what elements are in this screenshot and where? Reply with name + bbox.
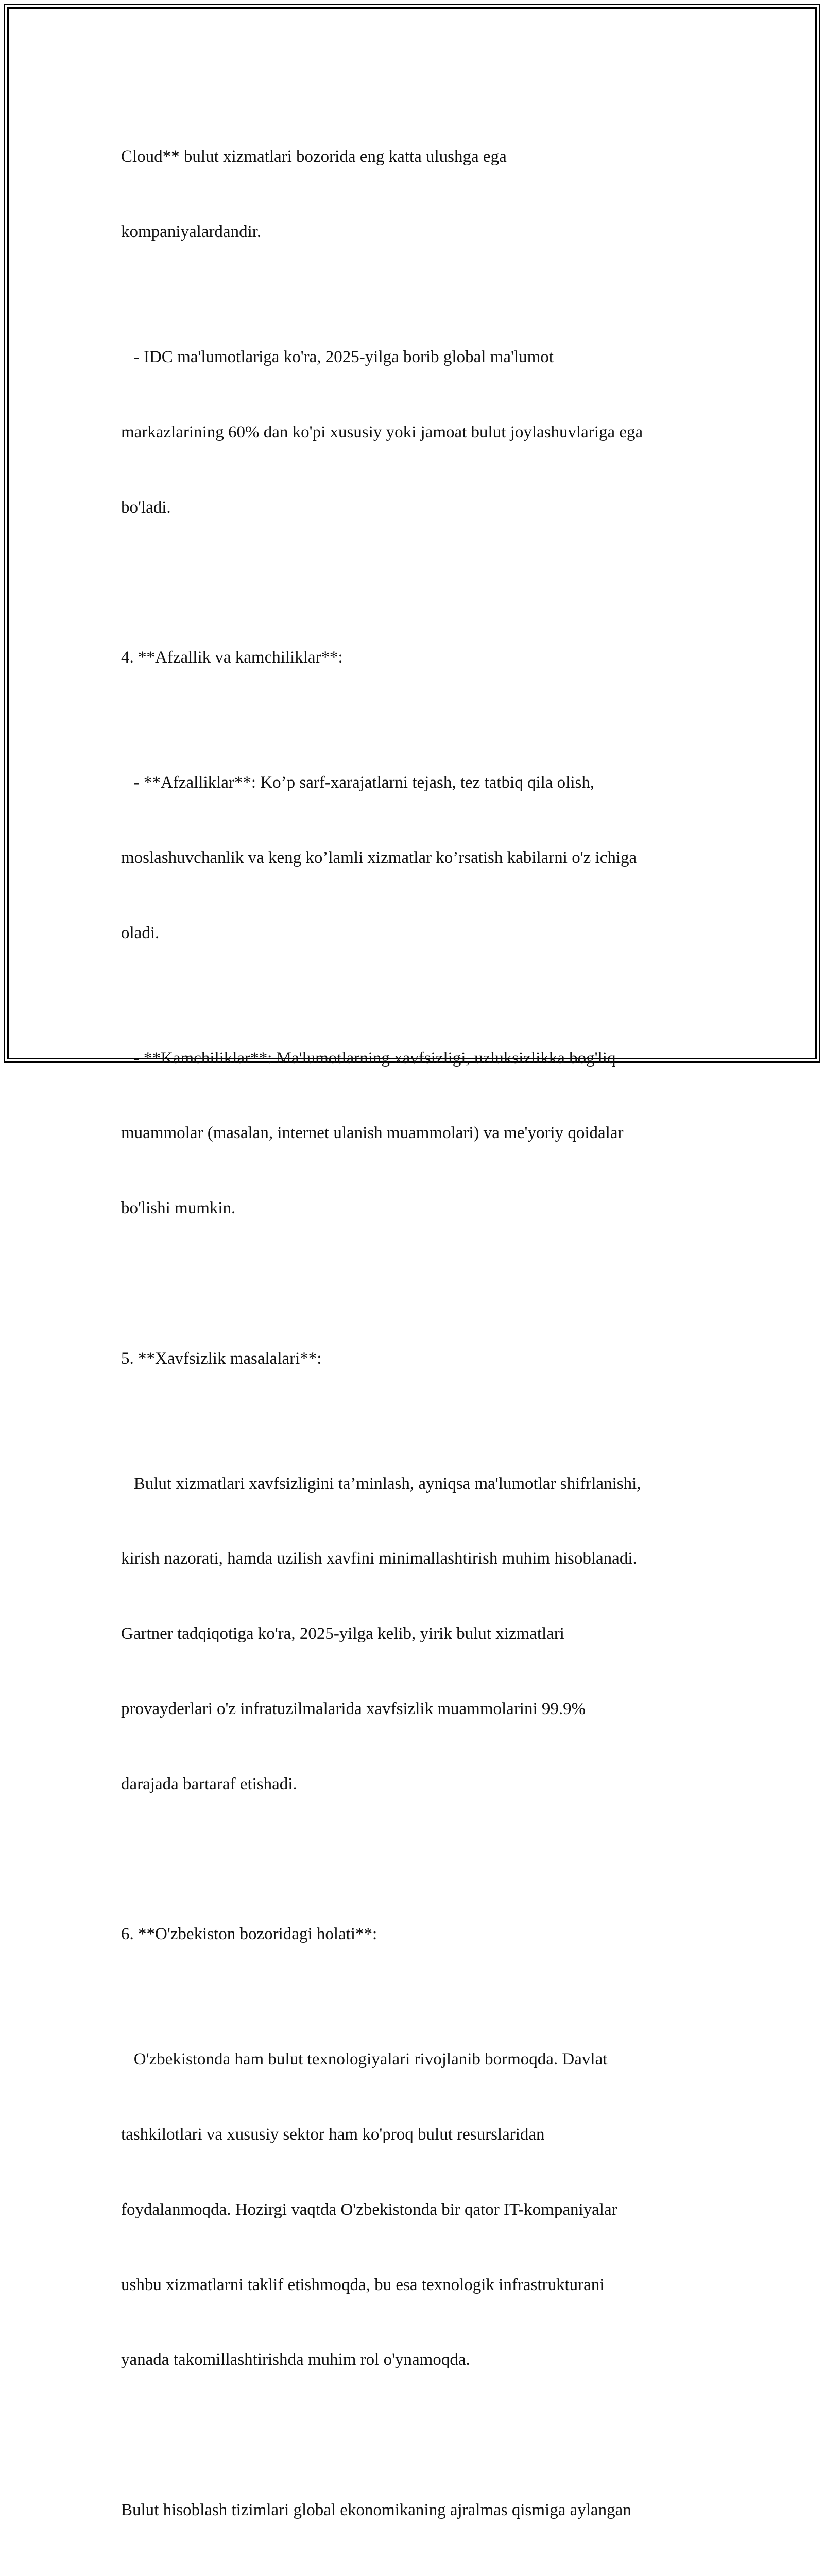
text-line: Gartner tadqiqotiga ko'ra, 2025-yilga kelib, yirik bulut xizmatlari — [121, 1624, 564, 1643]
paragraph-uzbekistan-market — [121, 1997, 718, 2422]
text-line: moslashuvchanlik va keng ko’lamli xizmatlar ko’rsatish kabilarni o'z ichiga — [121, 848, 637, 867]
text-line: kirish nazorati, hamda uzilish xavfini minimallashtirish muhim hisoblanadi. — [121, 1549, 637, 1568]
paragraph-conclusion — [121, 2448, 718, 2576]
text-line: darajada bartaraf etishadi. — [121, 1774, 297, 1793]
text-line: 6. **O'zbekiston bozoridagi holati**: — [121, 1925, 377, 1944]
text-line: - IDC ma'lumotlariga ko'ra, 2025-yilga borib global ma'lumot — [121, 347, 554, 366]
paragraph-security — [121, 1421, 718, 1846]
text-line: muammolar (masalan, internet ulanish muammolari) va me'yoriy qoidalar — [121, 1124, 624, 1143]
section-4-heading — [121, 595, 718, 720]
text-line: bo'lishi mumkin. — [121, 1199, 236, 1218]
text-line: kompaniyalardandir. — [121, 222, 262, 241]
text-line: Cloud** bulut xizmatlari bozorida eng katta ulushga ega — [121, 147, 507, 166]
text-line: - **Afzalliklar**: Ko’p sarf-xarajatlarni tejash, tez tatbiq qila olish, — [121, 773, 595, 792]
text-line — [121, 2573, 718, 2576]
text-line: foydalanmoqda. Hozirgi vaqtda O'zbekistonda bir qator IT-kompaniyalar — [121, 2200, 617, 2219]
section-5-heading — [121, 1296, 718, 1421]
blank-line — [121, 1271, 718, 1296]
text-line: Bulut hisoblash tizimlari global ekonomikaning ajralmas qismiga aylangan — [121, 2501, 631, 2519]
text-line: yanada takomillashtirishda muhim rol o'ynamoqda. — [121, 2350, 470, 2369]
text-line: O'zbekistonda ham bulut texnologiyalari rivojlanib bormoqda. Davlat — [121, 2050, 608, 2069]
text-line: oladi. — [121, 923, 160, 942]
text-line: tashkilotlari va xususiy sektor ham ko'proq bulut resurslaridan — [121, 2125, 545, 2144]
text-line: - **Kamchiliklar**: Ma'lumotlarning xavfsizligi, uzluksizlikka bog'liq — [121, 1048, 616, 1067]
paragraph-disadvantages — [121, 995, 718, 1271]
text-line: bo'ladi. — [121, 498, 171, 517]
section-6-heading — [121, 1872, 718, 1997]
paragraph-idc-stat — [121, 295, 718, 570]
blank-line — [121, 570, 718, 595]
text-line: markazlarining 60% dan ko'pi xususiy yoki jamoat bulut joylashuvlariga ega — [121, 422, 643, 442]
text-line: Bulut xizmatlari xavfsizligini ta’minlash, ayniqsa ma'lumotlar shifrlanishi, — [121, 1474, 641, 1493]
text-line: ushbu xizmatlarni taklif etishmoqda, bu esa texnologik infrastrukturani — [121, 2275, 605, 2294]
text-line: 5. **Xavfsizlik masalalari**: — [121, 1349, 322, 1368]
text-line: provayderlari o'z infratuzilmalarida xavfsizlik muammolarini 99.9% — [121, 1700, 586, 1718]
document-body — [121, 94, 718, 2576]
blank-line — [121, 2422, 718, 2448]
paragraph-advantages — [121, 720, 718, 996]
blank-line — [121, 1847, 718, 1872]
text-line: 4. **Afzallik va kamchiliklar**: — [121, 648, 343, 667]
paragraph-cloud-share-continuation — [121, 94, 718, 295]
